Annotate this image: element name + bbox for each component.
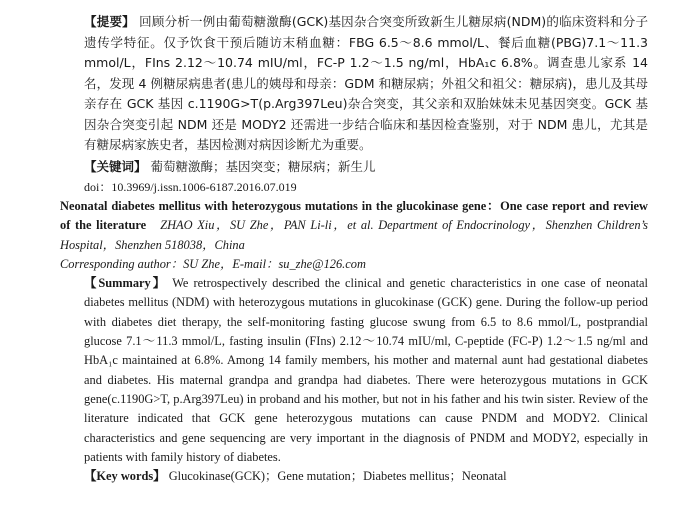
english-keywords [60, 467, 648, 486]
english-authors: ZHAO Xiu，SU Zhe，PAN Li-li，et al. Department of Endocrinology，Shenzhen Children’s Hospital，Shenzhen 518038，China [60, 218, 648, 252]
zh-keywords-label: 【关键词】 [84, 158, 147, 174]
chinese-keywords [60, 157, 648, 178]
zh-abstract-label: 【提要】 [84, 14, 135, 29]
zh-abstract-text: 回顾分析一例由葡萄糖激酶(GCK)基因杂合突变所致新生儿糖尿病(NDM)的临床资料和分子遗传学特征。仅予饮食干预后随访末稍血糖：FBG 6.5～8.6 mmol/L、餐后血糖(PBG)7.1～11.3 mmol/L，FIns 2.12～10.74 mIU/ml，FC-P 1.2～1.5 ng/ml，HbA₁c 6.8%。调查患儿家系 14 名，发现 4 例糖尿病患者(患儿的姨母和母亲：GDM 和糖尿病；外祖父和祖父：糖尿病)，患儿及其母亲存在 GCK 基因 c.1190G>T(p.Arg397Leu)杂合突变，其父亲和双胎妹妹未见基因突变。GCK 基因杂合突变引起 NDM 还是 MODY2 还需进一步结合临床和基因检查鉴别，对于 NDM 患儿，尤其是有糖尿病家族史者，基因检测对病因诊断尤为重要。 [84, 14, 648, 152]
english-summary [60, 274, 648, 467]
keywords-label: 【Key words】 [84, 469, 166, 484]
zh-keywords-text: 葡萄糖激酶；基因突变；糖尿病；新生儿 [150, 158, 376, 174]
chinese-abstract [60, 12, 648, 156]
english-title-block [60, 197, 648, 255]
keywords-text: Glucokinase(GCK)；Gene mutation；Diabetes mellitus；Neonatal [168, 469, 507, 484]
english-abstract [60, 197, 648, 486]
summary-label: 【Summary】 [84, 276, 168, 291]
corresponding-author: Corresponding author：SU Zhe，E-mail：su_zhe@126.com [60, 256, 366, 271]
doi: doi：10.3969/j.issn.1006-6187.2016.07.019 [84, 180, 297, 194]
english-title: Neonatal diabetes mellitus with heterozygous mutations in the glucokinase gene：One case report and review of the literature [60, 199, 648, 233]
summary-text: We retrospectively described the clinical and genetic characteristics in one case of neonatal diabetes mellitus (NDM) with heterozygous mutations in glucokinase (GCK) gene. During the follow-up period with diabetes diet therapy, the self-monitoring fasting glucose swung from 6.5 to 8.6 mmol/L, postprandial glucose 7.1～11.3 mmol/L, fasting insulin (FIns) 2.12～10.74 mIU/ml, C-peptide (FC-P) 1.2～1.5 ng/ml and HbA₁c maintained at 6.8%. Among 14 family members, his mother and maternal aunt had gestational diabetes and diabetes. His maternal grandpa and grandpa had diabetes. There were heterozygous mutations in GCK gene(c.1190G>T, p.Arg397Leu) in proband and his mother, but not in his father and his twin sister. Review of the literature indicated that GCK gene heterozygous mutations can cause PNDM and MODY2. Clinical characteristics and gene sequencing are very important in the diagnosis of PNDM and MODY2, especially in patients with family history of diabetes. [84, 276, 648, 464]
